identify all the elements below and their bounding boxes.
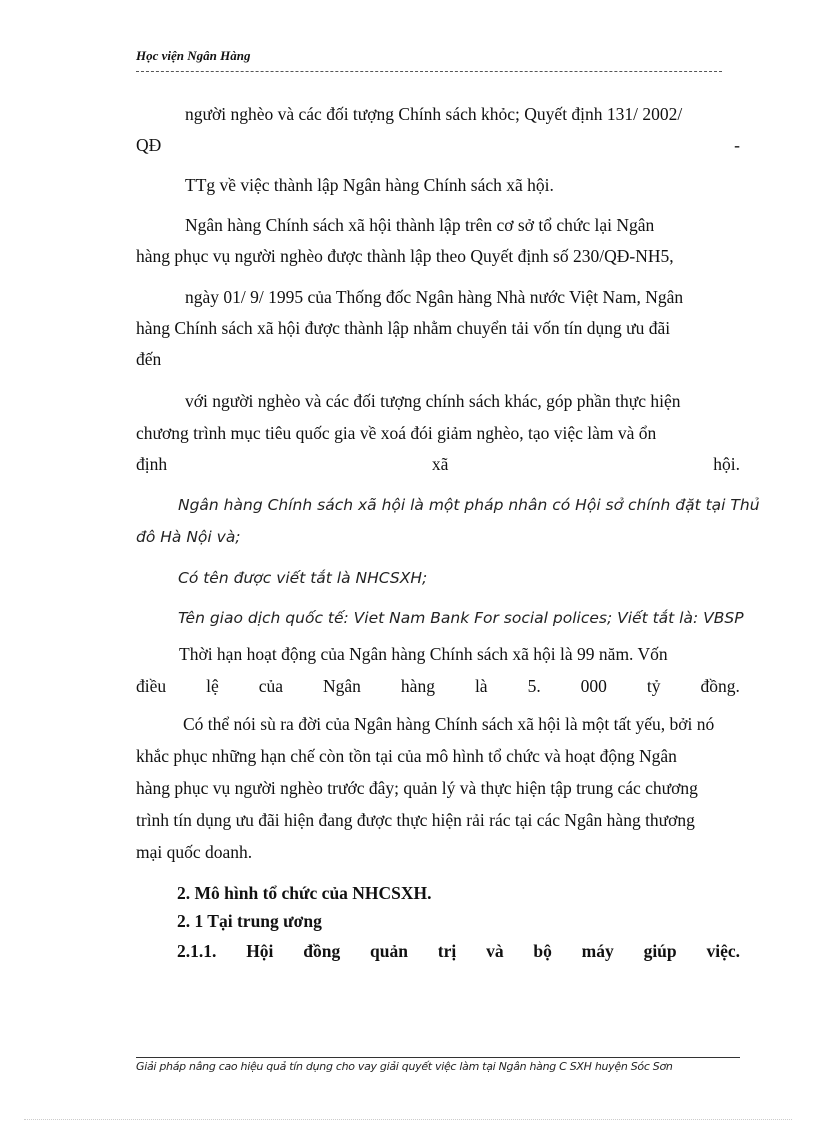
text-word: của [258, 676, 284, 696]
text-word: hội. [713, 454, 740, 474]
text-word: tỷ [646, 676, 661, 696]
text-word: 000 [580, 676, 607, 696]
heading-word: giúp [643, 941, 677, 961]
heading-word: đồng [303, 941, 341, 961]
footer-divider [136, 1057, 740, 1058]
text-line: khắc phục những hạn chế còn tồn tại của mô hình tổ chức và hoạt động Ngân [136, 746, 677, 766]
text-line: ngày 01/ 9/ 1995 của Thống đốc Ngân hàng Nhà nước Việt Nam, Ngân [185, 287, 684, 307]
text-word: đồng. [700, 676, 740, 696]
header-divider [136, 71, 722, 72]
italic-line: đô Hà Nội và; [136, 528, 241, 546]
footer-text: Giải pháp nâng cao hiệu quả tín dụng cho vay giải quyết việc làm tại Ngân hàng C SXH huyện Sóc Sơn [136, 1060, 673, 1073]
text-line: hàng Chính sách xã hội được thành lập nhằm chuyển tải vốn tín dụng ưu đãi [136, 318, 671, 338]
text-line: hàng phục vụ người nghèo trước đây; quản lý và thực hiện tập trung các chương [136, 778, 698, 798]
text-line [136, 453, 740, 475]
text-word: - [734, 135, 740, 155]
text-line [136, 675, 740, 697]
text-line: TTg về việc thành lập Ngân hàng Chính sách xã hội. [185, 175, 554, 195]
subsubsection-heading [177, 940, 740, 962]
heading-word: việc. [706, 941, 740, 961]
page-edge [24, 1119, 792, 1120]
subsection-heading: 2. 1 Tại trung ương [177, 911, 322, 931]
text-word: 5. [527, 676, 541, 696]
text-line: đến [136, 349, 162, 369]
text-line: trình tín dụng ưu đãi hiện đang được thực hiện rải rác tại các Ngân hàng thương [136, 810, 695, 830]
text-word: là [474, 676, 488, 696]
heading-word: Hội [246, 941, 274, 961]
italic-line: Có tên được viết tắt là NHCSXH; [178, 569, 428, 587]
text-line: Thời hạn hoạt động của Ngân hàng Chính sách xã hội là 99 năm. Vốn [179, 644, 668, 664]
text-line [136, 134, 740, 156]
italic-line: Tên giao dịch quốc tế: Viet Nam Bank For social polices; Viết tắt là: VBSP [178, 609, 744, 627]
text-line: mại quốc doanh. [136, 842, 253, 862]
section-heading: 2. Mô hình tổ chức của NHCSXH. [177, 883, 432, 903]
text-word: Ngân [323, 676, 361, 696]
heading-word: quản [370, 941, 408, 961]
text-line: chương trình mục tiêu quốc gia về xoá đói giảm nghèo, tạo việc làm và ổn [136, 423, 657, 443]
text-line: với người nghèo và các đối tượng chính sách khác, góp phần thực hiện [185, 391, 681, 411]
text-word: định [136, 454, 168, 474]
heading-word: máy [581, 941, 614, 961]
text-word: điều [136, 676, 167, 696]
heading-word: bộ [533, 941, 552, 961]
text-line: Ngân hàng Chính sách xã hội thành lập trên cơ sở tổ chức lại Ngân [185, 215, 655, 235]
text-line: người nghèo và các đối tượng Chính sách khỏc; Quyết định 131/ 2002/ [185, 104, 683, 124]
heading-word: 2.1.1. [177, 941, 217, 961]
header-title: Học viện Ngân Hàng [136, 48, 251, 63]
text-line: Có thể nói sù ra đời của Ngân hàng Chính sách xã hội là một tất yếu, bởi nó [183, 714, 715, 734]
italic-line: Ngân hàng Chính sách xã hội là một pháp nhân có Hội sở chính đặt tại Thủ [178, 496, 760, 514]
text-word: xã [431, 454, 449, 474]
heading-word: trị [437, 941, 457, 961]
text-word: hàng [400, 676, 435, 696]
text-word: lệ [206, 676, 219, 696]
heading-word: và [486, 941, 504, 961]
text-line: hàng phục vụ người nghèo được thành lập theo Quyết định số 230/QĐ-NH5, [136, 246, 674, 266]
text-word: QĐ [136, 135, 162, 155]
